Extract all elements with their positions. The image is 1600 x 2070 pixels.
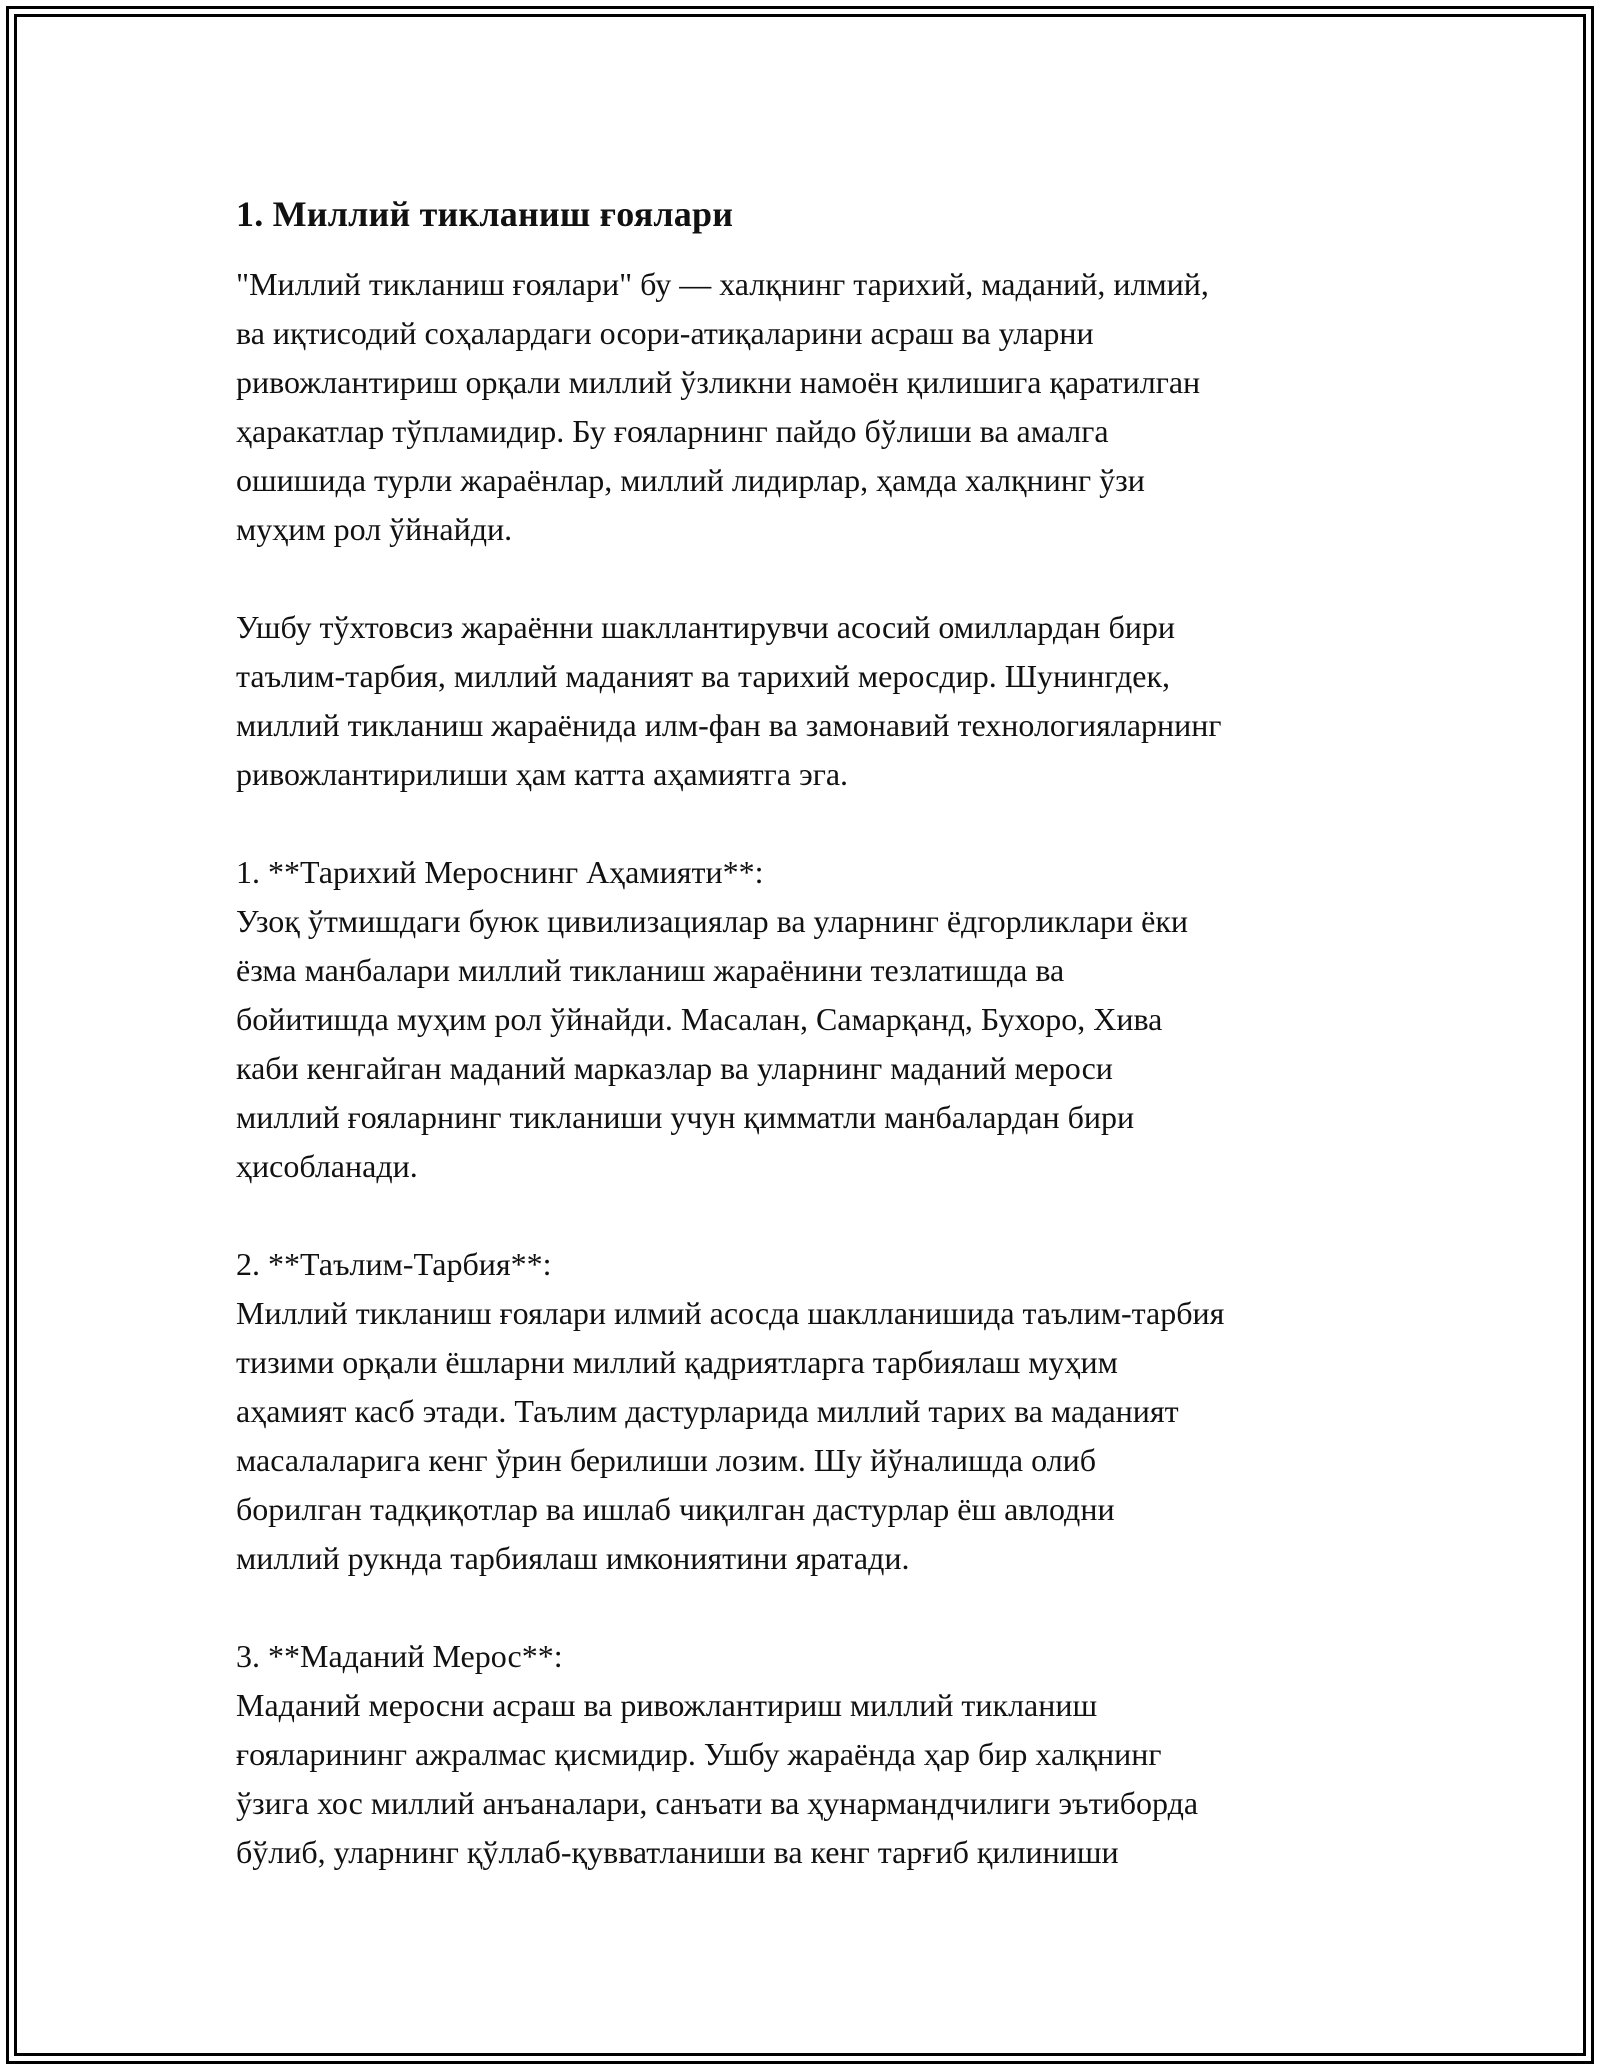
intro-paragraph: "Миллий тикланиш ғоялари" бу — халқнинг тарихий, маданий, илмий, ва иқтисодий соҳалардаги осори-атиқаларини асраш ва уларни ривожлантириш орқали миллий ўзликни намоён қилишига қаратилган ҳаракатлар тўпламидир. Бу ғояларнинг пайдо бўлиши ва амалга ошишида турли жараёнлар, миллий лидирлар, ҳамда халқнинг ўзи муҳим рол ўйнайди. xyxy=(236,266,1209,547)
section-3-body: Маданий меросни асраш ва ривожлантириш миллий тикланиш ғояларининг ажралмас қисмидир. Ушбу жараёнда ҳар бир халқнинг ўзига хос миллий анъаналари, санъати ва ҳунармандчилиги эътиборда бўлиб, уларнинг қўллаб-қувватланиши ва кенг тарғиб қилиниши xyxy=(236,1687,1199,1870)
document-body xyxy=(236,188,1386,1877)
section-2-body: Миллий тикланиш ғоялари илмий асосда шаклланишида таълим-тарбия тизими орқали ёшларни миллий қадриятларга тарбиялаш муҳим аҳамият касб этади. Таълим дастурларида миллий тарих ва маданият масалаларига кенг ўрин берилиши лозим. Шу йўналишда олиб борилган тадқиқотлар ва ишлаб чиқилган дастурлар ёш авлодни миллий рукнда тарбиялаш имкониятини яратади. xyxy=(236,1295,1225,1576)
section-1-body: Узоқ ўтмишдаги буюк цивилизациялар ва уларнинг ёдгорликлари ёки ёзма манбалари миллий тикланиш жараёнини тезлатишда ва бойитишда муҳим рол ўйнайди. Масалан, Самарқанд, Бухоро, Хива каби кенгайган маданий марказлар ва уларнинг маданий мероси миллий ғояларнинг тикланиши учун қимматли манбалардан бири ҳисобланади. xyxy=(236,903,1189,1184)
section-1-title: 1. **Тарихий Мероснинг Аҳамияти**: xyxy=(236,854,764,890)
section-3-title: 3. **Маданий Мерос**: xyxy=(236,1638,563,1674)
second-paragraph: Ушбу тўхтовсиз жараённи шакллантирувчи асосий омиллардан бири таълим-тарбия, миллий маданият ва тарихий меросдир. Шунингдек, миллий тикланиш жараёнида илм-фан ва замонавий технологияларнинг ривожлантирилиши ҳам катта аҳамиятга эга. xyxy=(236,609,1222,792)
section-2-title: 2. **Таълим-Тарбия**: xyxy=(236,1246,552,1282)
document-heading: 1. Миллий тикланиш ғоялари xyxy=(236,194,734,234)
